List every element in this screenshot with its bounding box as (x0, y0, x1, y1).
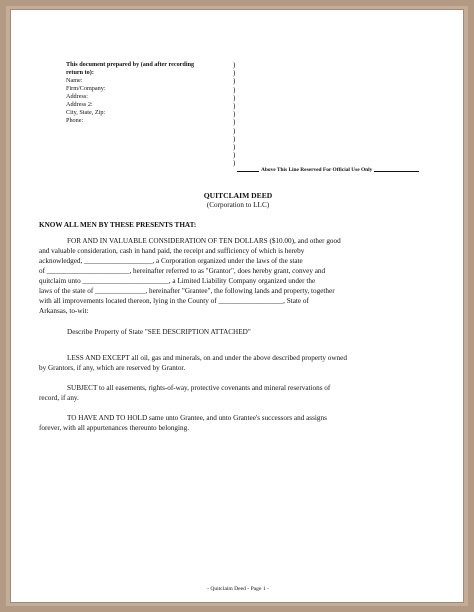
paragraph-description: Describe Property of State "SEE DESCRIPTION ATTACHED" (67, 328, 251, 336)
field-phone: Phone: (66, 117, 84, 124)
field-address: Address: (66, 93, 88, 100)
paragraph-habendum: TO HAVE AND TO HOLD same unto Grantee, and unto Grantee's successors and assigns forever, with all appurtenances thereunto belonging. (39, 414, 327, 432)
deed-subtitle: (Corporation to LLC) (206, 201, 270, 209)
deed-title: QUITCLAIM DEED (203, 191, 273, 200)
page-footer: - Quitclaim Deed - Page 1 - (207, 586, 269, 592)
paragraph-subject: SUBJECT to all easements, rights-of-way, protective covenants and mineral reservations of record, if any. (39, 384, 331, 402)
paragraph-consideration: FOR AND IN VALUABLE CONSIDERATION OF TEN DOLLARS ($10.00), and other good and valuable consideration, cash in hand paid, the receipt and sufficiency of which is hereby acknowledged, ___________________, a Corporation organized under the laws of the state of _______________________, hereinafter referred to as "Grantor", does hereby grant, convey and quitclaim unto ________________________, a Limited Liability Company organized under the laws of the state of ______________, hereinafter "Grantee", the following lands and property, together with all improvements located thereon, lying in the County of __________________, State of Arkansas, to-wit: (39, 237, 341, 315)
official-use-label: Above This Line Reserved For Official Use Only (261, 167, 373, 173)
field-firm: Firm/Company: (66, 85, 106, 92)
paragraph-less-except: LESS AND EXCEPT all oil, gas and minerals, on and under the above described property owned by Grantors, if any, which are reserved by Grantor. (39, 354, 347, 372)
prepared-by-line2: return to): (66, 69, 94, 76)
field-name: Name: (66, 77, 83, 84)
paren-column: ) ) ) ) ) ) ) ) ) ) ) ) ) (233, 61, 236, 168)
field-address2: Address 2: (66, 101, 93, 108)
field-city-state-zip: City, State, Zip: (66, 109, 106, 116)
prepared-by-line1: This document prepared by (and after recording (66, 61, 195, 68)
document-page (10, 9, 464, 603)
intro-heading: KNOW ALL MEN BY THESE PRESENTS THAT: (39, 221, 197, 229)
